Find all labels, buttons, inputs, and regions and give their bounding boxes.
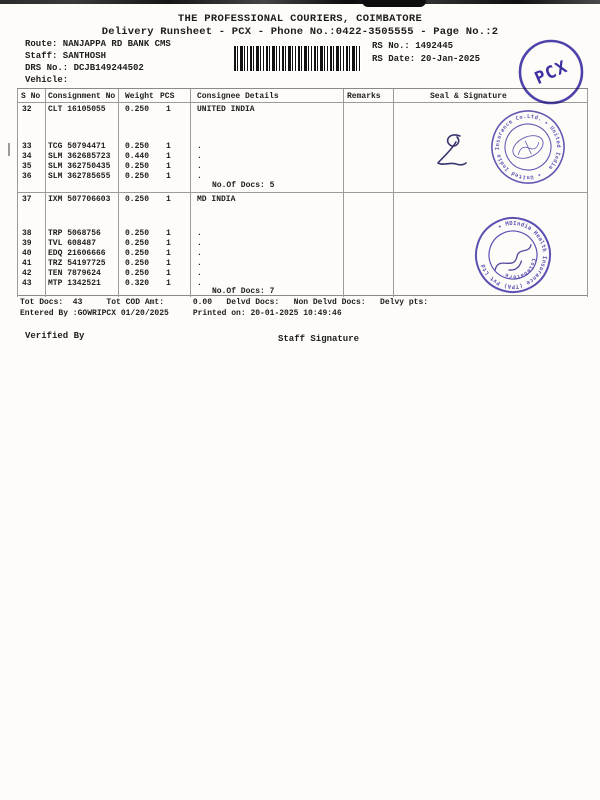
cell-weight: 0.250 [125,229,150,238]
svg-text:★ MDIndia Health Insurance (TP: ★ MDIndia Health Insurance (TPA) Pvt Ltd [480,220,548,290]
cell-pcs: 1 [166,249,171,258]
header-remarks: Remarks [347,92,381,101]
cell-weight: 0.250 [125,195,150,204]
cell-pcs: 1 [166,195,171,204]
vehicle-line: Vehicle: [25,75,69,85]
cell-consignment: MTP 1342521 [48,279,101,288]
totals-line: Tot Docs: 43 Tot COD Amt: 0.00 Delvd Docs: Non Delvd Docs: Delvy pts: [20,298,429,307]
rs-number: RS No.: 1492445 [372,41,454,51]
cell-consignment: SLM 362750435 [48,162,111,171]
cell-pcs: 1 [166,172,171,181]
cell-weight: 0.250 [125,172,150,181]
cell-consignee: . [197,152,202,161]
docs-count-note: No.Of Docs: 7 [212,287,275,296]
cell-sno: 34 [22,152,32,161]
cell-consignment: EDQ 21606666 [48,249,106,258]
cell-weight: 0.250 [125,259,150,268]
cell-pcs: 1 [166,105,171,114]
header-pcs: PCS [160,92,175,101]
docs-count-note: No.Of Docs: 5 [212,181,275,190]
cell-weight: 0.250 [125,162,150,171]
cell-consignee: . [197,162,202,171]
cell-weight: 0.250 [125,105,150,114]
cell-consignment: TRP 5068756 [48,229,101,238]
group-separator [17,192,588,193]
drs-number-line: DRS No.: DCJB149244502 [25,63,144,73]
cell-consignment: IXM 507706603 [48,195,111,204]
staff-signature-label: Staff Signature [278,334,360,344]
cell-sno: 43 [22,279,32,288]
cell-sno: 36 [22,172,32,181]
cell-consignee: . [197,259,202,268]
table-row [17,195,588,205]
cell-weight: 0.250 [125,269,150,278]
svg-text:★ United India Insurance Co.Lt: ★ United India Insurance Co.Ltd. ★ United India [494,113,562,180]
scan-artifact-smudge [362,0,426,7]
cell-consignment: CLT 16105055 [48,105,106,114]
cell-sno: 35 [22,162,32,171]
cell-weight: 0.440 [125,152,150,161]
cell-consignment: SLM 362685723 [48,152,111,161]
cell-sno: 38 [22,229,32,238]
cell-consignee: UNITED INDIA [197,105,255,114]
svg-text:PCX: PCX [531,56,571,89]
rs-info-block [372,40,480,65]
svg-text:Coimbatore: Coimbatore [504,258,536,280]
header-sno: S No [21,92,41,101]
cell-consignee: . [197,229,202,238]
header-separator [17,102,588,103]
cell-consignee: . [197,279,202,288]
cell-weight: 0.250 [125,249,150,258]
scan-artifact-tick [8,143,10,156]
cell-pcs: 1 [166,259,171,268]
signature-mark [430,130,478,178]
cell-weight: 0.320 [125,279,150,288]
cell-sno: 37 [22,195,32,204]
header-weight: Weight [125,92,154,101]
united-india-stamp [488,107,568,187]
cell-consignee: . [197,239,202,248]
cell-consignment: TEN 7879624 [48,269,101,278]
cell-consignee: . [197,172,202,181]
staff-line: Staff: SANTHOSH [25,51,107,61]
cell-weight: 0.250 [125,239,150,248]
cell-consignment: SLM 362785655 [48,172,111,181]
header-consignee: Consignee Details [197,92,279,101]
verified-by-label: Verified By [25,331,85,341]
page-subtitle: Delivery Runsheet - PCX - Phone No.:0422-3505555 - Page No.:2 [101,26,499,38]
cell-pcs: 1 [166,162,171,171]
cell-sno: 41 [22,259,32,268]
cell-consignee: . [197,269,202,278]
cell-consignment: TCG 50794471 [48,142,106,151]
cell-sno: 42 [22,269,32,278]
cell-consignment: TVL 608487 [48,239,97,248]
header-consignment: Consignment No [48,92,116,101]
cell-consignee: MD INDIA [197,195,236,204]
mdindia-stamp [472,214,554,296]
cell-consignment: TRZ 54197725 [48,259,106,268]
cell-pcs: 1 [166,279,171,288]
cell-consignee: . [197,249,202,258]
page-title: THE PROFESSIONAL COURIERS, COIMBATORE [177,13,423,25]
header-seal: Seal & Signature [430,92,507,101]
entered-printed-line: Entered By :GOWRIPCX 01/20/2025 Printed on: 20-01-2025 10:49:46 [20,309,342,318]
cell-pcs: 1 [166,152,171,161]
rs-date: RS Date: 20-Jan-2025 [372,53,481,64]
table-header-row [17,92,588,102]
cell-sno: 32 [22,105,32,114]
cell-sno: 39 [22,239,32,248]
cell-sno: 40 [22,249,32,258]
barcode [234,46,362,71]
cell-consignee: . [197,142,202,151]
cell-pcs: 1 [166,239,171,248]
cell-pcs: 1 [166,229,171,238]
cell-weight: 0.250 [125,142,150,151]
cell-pcs: 1 [166,142,171,151]
route-line: Route: NANJAPPA RD BANK CMS [25,39,171,49]
cell-sno: 33 [22,142,32,151]
pcx-stamp [512,33,590,111]
scan-artifact-top [0,0,600,4]
cell-pcs: 1 [166,269,171,278]
shipment-info-block [25,38,171,86]
